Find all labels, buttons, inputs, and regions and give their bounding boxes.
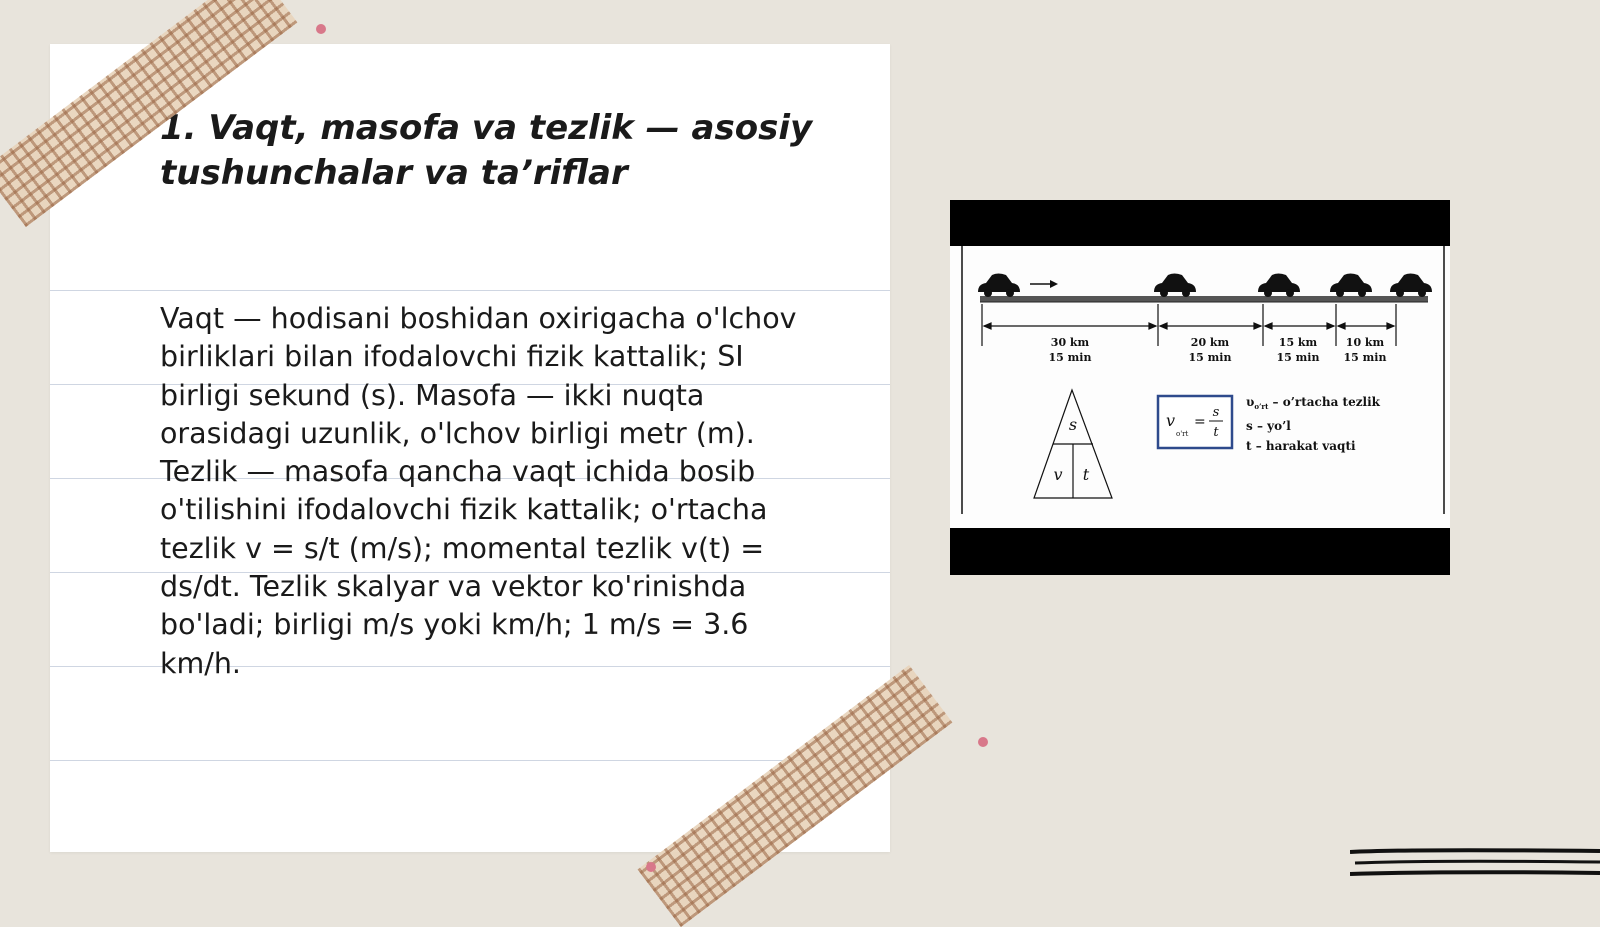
body-line: birliklari bilan ifodalovchi fizik kattalik; SI [160, 340, 744, 374]
triangle-label-s: s [1068, 415, 1078, 434]
formula-numerator: s [1212, 405, 1220, 420]
legend-item: $\upsilon_{o’rt}$ – o’rtacha tezlik [1246, 395, 1380, 411]
segment-time-label: 15 min [1343, 351, 1387, 364]
motion-diagram-image [950, 200, 1450, 575]
paper-rule [50, 760, 890, 761]
body-line: tezlik v = s/t (m/s); momental tezlik v(t) = [160, 531, 765, 565]
notebook-paper [50, 44, 890, 852]
segment-distance-label: 30 km [1050, 336, 1090, 349]
car-icon [1330, 274, 1372, 298]
arrow-right-icon [1030, 280, 1058, 288]
car-icon [978, 274, 1020, 298]
diagram-canvas [950, 246, 1450, 528]
triangle-label-v: v [1053, 465, 1063, 484]
pin-icon [978, 737, 988, 747]
motion-diagram [950, 246, 1450, 528]
car-icon [1390, 274, 1432, 298]
segment-distance-label: 10 km [1345, 336, 1385, 349]
legend-item: s – yo’l [1246, 419, 1291, 433]
body-line: o'tilishini ifodalovchi fizik kattalik; o'rtacha [160, 493, 768, 527]
pin-icon [646, 862, 656, 872]
triangle-label-t: t [1082, 465, 1090, 484]
body-line: birligi sekund (s). Masofa — ikki nuqta [160, 378, 705, 412]
body-line: bo'ladi; birligi m/s yoki km/h; 1 m/s = 3.6 [160, 608, 749, 642]
slide-body-text [160, 300, 840, 683]
car-icon [1258, 274, 1300, 298]
dimension-arrows [984, 323, 1394, 329]
car-icon [1154, 274, 1196, 298]
segment-time-label: 15 min [1276, 351, 1320, 364]
slide-title-line: 1. Vaqt, masofa va tezlik — asosiy [160, 108, 813, 148]
slide-title [160, 106, 840, 196]
formula-lhs: v [1166, 411, 1176, 430]
body-line: orasidagi uzunlik, o'lchov birligi metr (m). [160, 416, 755, 450]
svg-text:=: = [1194, 414, 1206, 430]
body-line: Tezlik — masofa qancha vaqt ichida bosib [160, 455, 756, 489]
segment-distance-label: 15 km [1278, 336, 1318, 349]
segment-time-label: 15 min [1048, 351, 1092, 364]
body-line: ds/dt. Tezlik skalyar va vektor ko'rinishda [160, 570, 747, 604]
pin-icon [316, 24, 326, 34]
segment-time-label: 15 min [1188, 351, 1232, 364]
legend-item: t – harakat vaqti [1246, 439, 1356, 453]
formula-denominator: t [1213, 425, 1219, 440]
formula-lhs-subscript: o'rt [1176, 430, 1189, 438]
formula-box [1158, 396, 1232, 448]
segment-distance-label: 20 km [1190, 336, 1230, 349]
slide-title-line: tushunchalar va ta’riflar [160, 153, 628, 193]
road [980, 296, 1428, 302]
formula-triangle [1034, 390, 1112, 498]
decorative-brush-lines [1350, 845, 1600, 885]
paper-rule [50, 290, 890, 291]
body-line: km/h. [160, 646, 241, 680]
body-line: Vaqt — hodisani boshidan oxirigacha o'lchov [160, 302, 797, 335]
segment-ticks [982, 304, 1396, 346]
